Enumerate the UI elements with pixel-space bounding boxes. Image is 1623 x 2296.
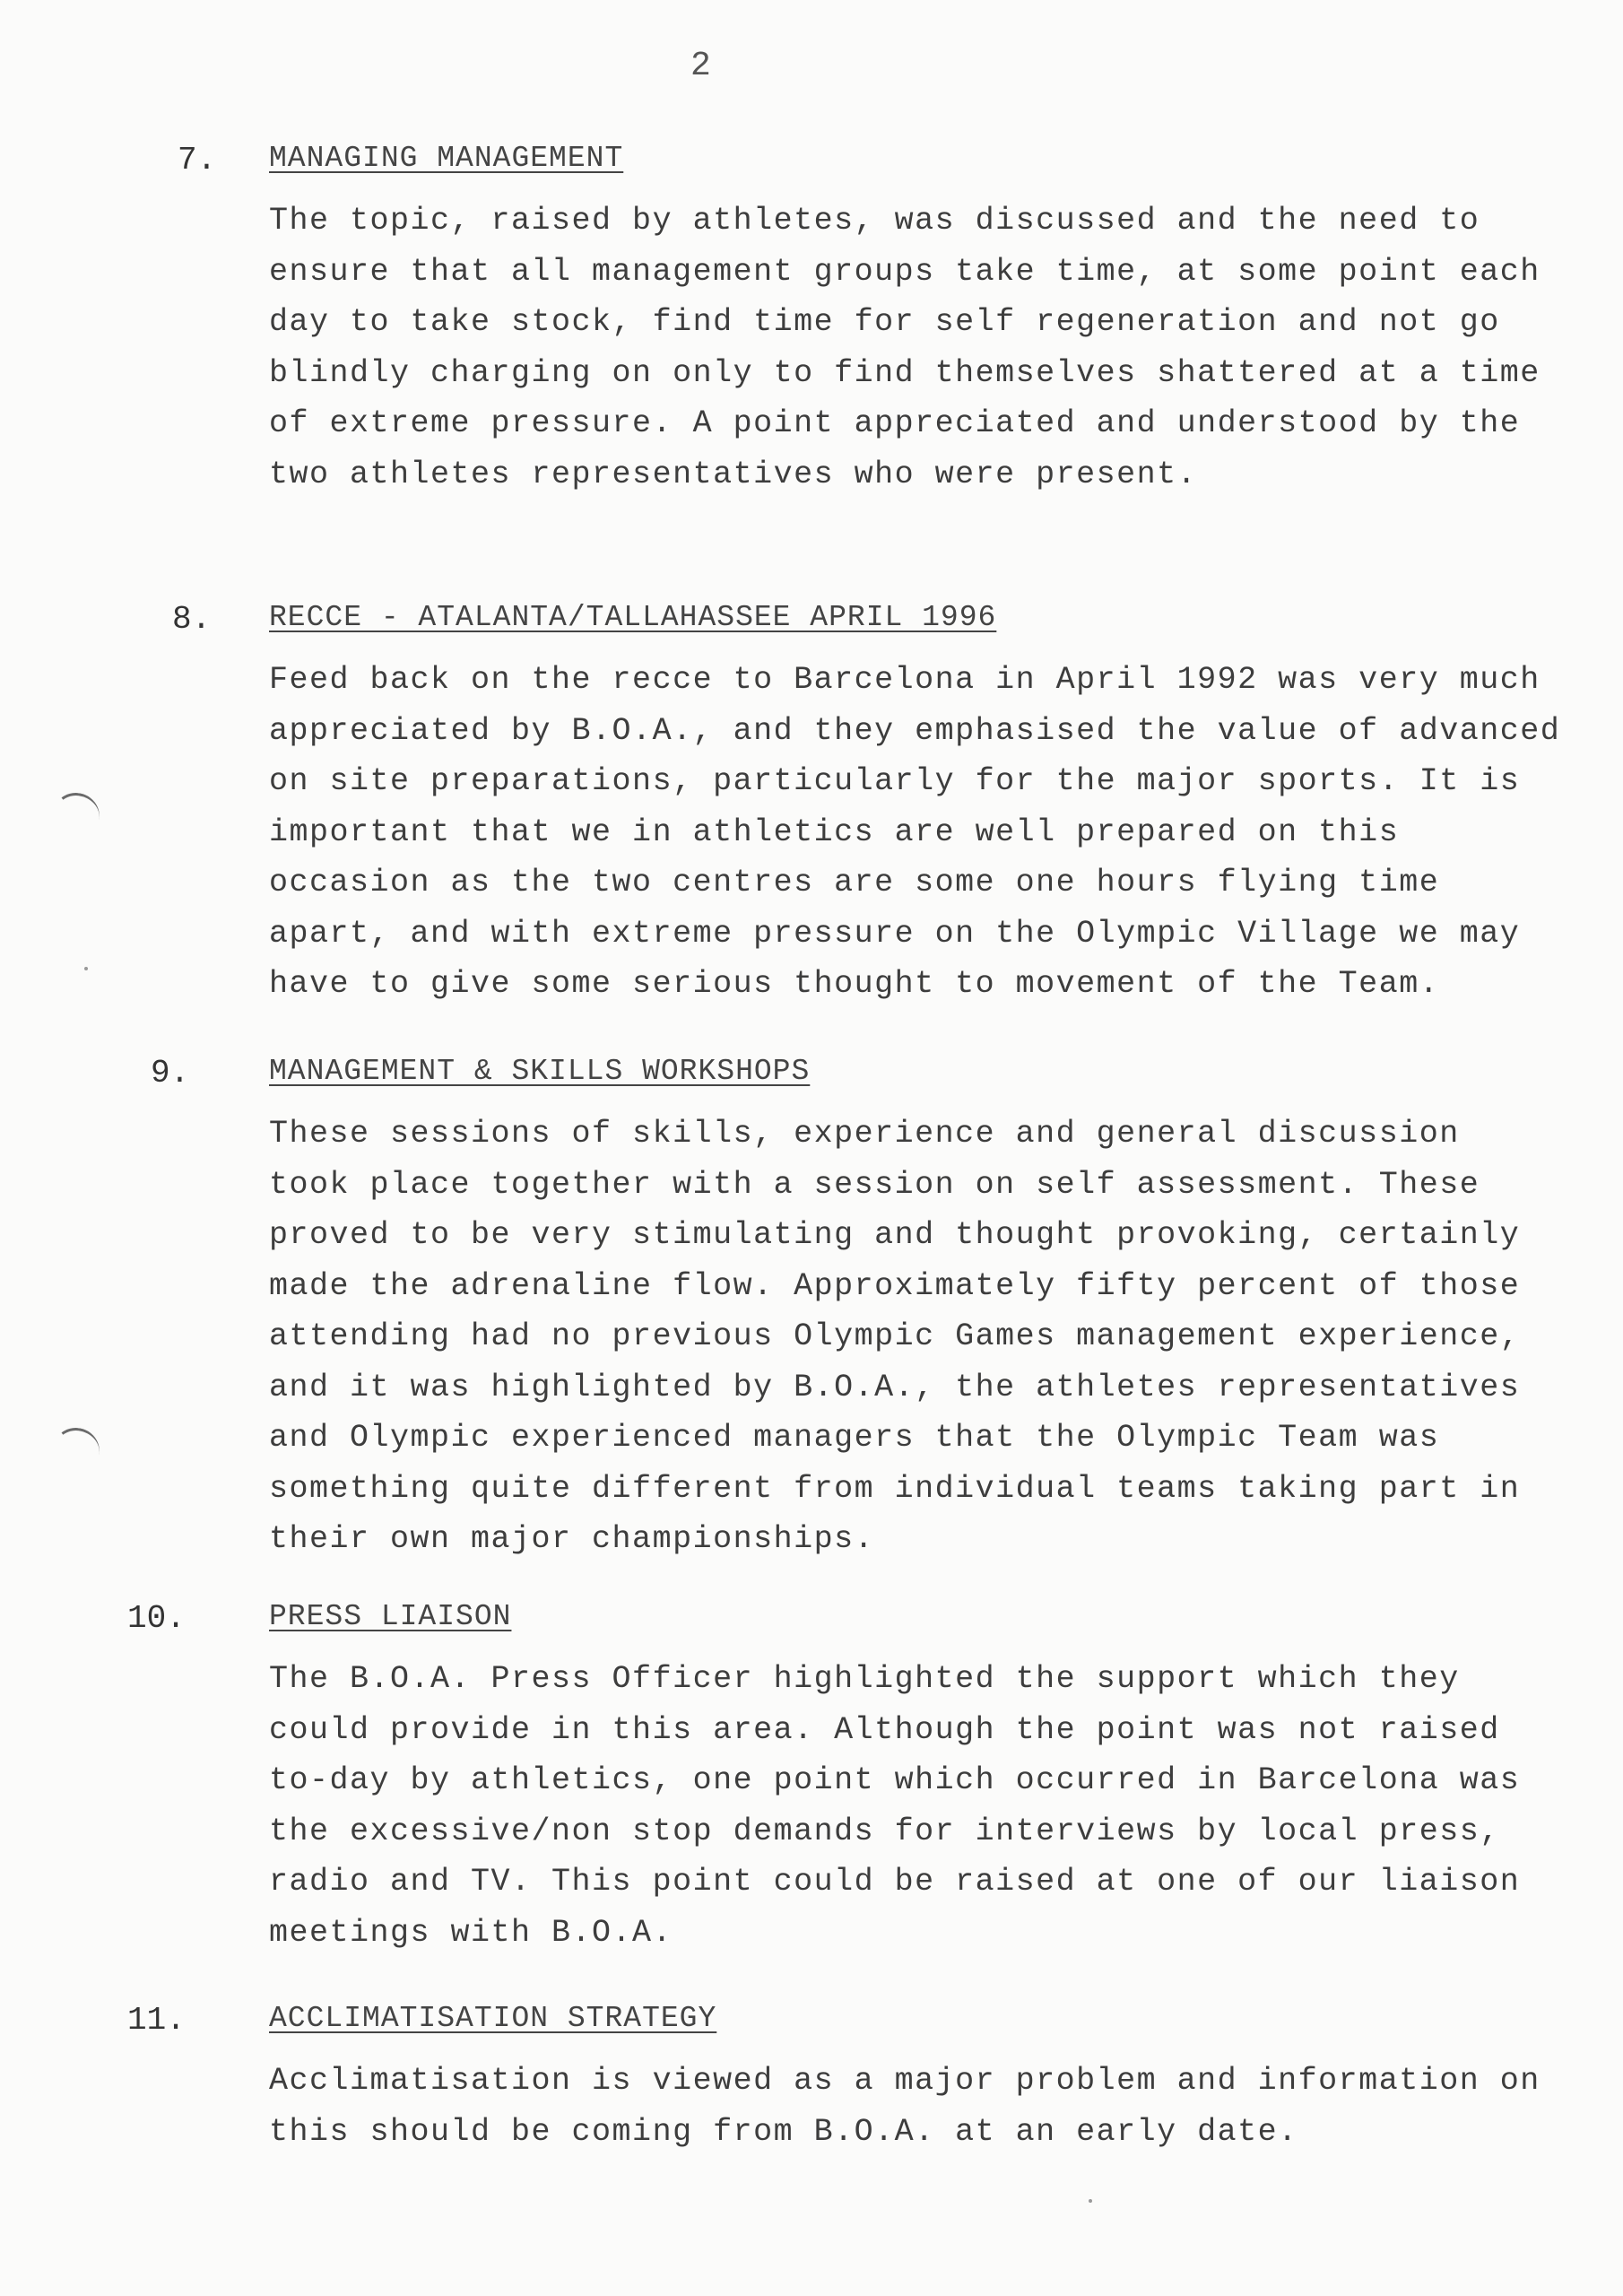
scan-speck (84, 967, 88, 970)
section-body (269, 1109, 1560, 1565)
section-paragraph: The topic, raised by athletes, was discussed and the need to ensure that all management groups take time, at some point each day to take stock, find time for self regeneration and not go blindly charging on only to find themselves shattered at a time of extreme pressure. A point appreciated and understood by the two athletes representatives who were present. (269, 203, 1541, 492)
section-number: 10. (127, 1600, 186, 1637)
page-number: 2 (690, 47, 711, 85)
section-title: ACCLIMATISATION STRATEGY (269, 2002, 717, 2035)
section-body (269, 2056, 1560, 2157)
section-title: MANAGING MANAGEMENT (269, 142, 624, 175)
section-title: PRESS LIAISON (269, 1600, 512, 1633)
section-title: MANAGEMENT & SKILLS WORKSHOPS (269, 1055, 811, 1088)
section-body (269, 655, 1578, 1010)
section-paragraph: These sessions of skills, experience and general discussion took place together with a session on self assessment. These proved to be very stimulating and thought provoking, certainly made the adrenaline flow. Approximately fifty percent of those attending had no previous Olympic Games management experience, and it was highlighted by B.O.A., the athletes representatives and Olympic experienced managers that the Olympic Team was something quite different from individual teams taking part in their own major championships. (269, 1116, 1521, 1557)
section-11 (0, 2002, 1623, 2181)
section-body (269, 1654, 1560, 1958)
section-paragraph: Feed back on the recce to Barcelona in April 1992 was very much appreciated by B.O.A., and they emphasised the value of advanced on site preparations, particularly for the major sports. It is important that we in athletics are well prepared on this occasion as the two centres are some one hours flying time apart, and with extreme pressure on the Olympic Village we may have to give some serious thought to movement of the Team. (269, 662, 1561, 1002)
section-9 (0, 1055, 1623, 1557)
section-number: 8. (172, 601, 212, 638)
section-paragraph: The B.O.A. Press Officer highlighted the support which they could provide in this area. Although the point was not raised to-day by athletics, one point which occurred in Barcelona was the excessive/non stop demands for interviews by local press, radio and TV. This point could be raised at one of our liaison meetings with B.O.A. (269, 1661, 1521, 1951)
section-number: 7. (178, 142, 217, 178)
section-8 (0, 601, 1623, 1013)
section-7 (0, 142, 1623, 536)
section-paragraph: Acclimatisation is viewed as a major problem and information on this should be coming from B.O.A. at an early date. (269, 2063, 1541, 2150)
section-number: 11. (127, 2002, 186, 2039)
section-number: 9. (151, 1055, 190, 1091)
section-title: RECCE - ATALANTA/TALLAHASSEE APRIL 1996 (269, 601, 997, 634)
section-body (269, 196, 1560, 500)
section-10 (0, 1600, 1623, 1950)
scan-speck (1089, 2199, 1092, 2203)
